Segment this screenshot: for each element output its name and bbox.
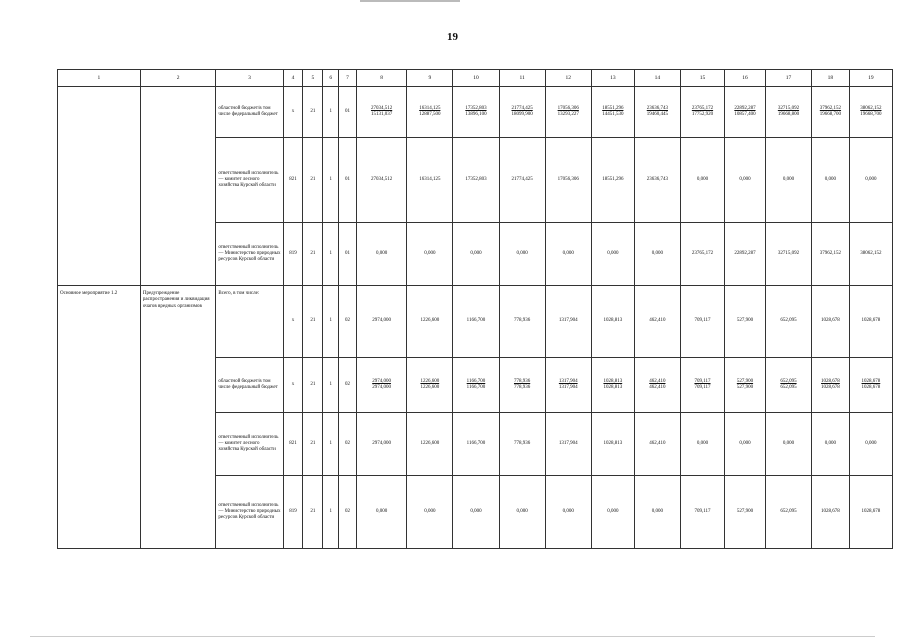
total-value: 1317,904 <box>558 378 578 384</box>
federal-value: 15131,037 <box>370 112 393 117</box>
federal-value: 778,936 <box>513 385 531 390</box>
value-cell-pair <box>453 358 499 413</box>
code-c5: 21 <box>303 476 323 549</box>
total-value: 2974,000 <box>372 378 391 384</box>
code-c7: 01 <box>339 87 357 138</box>
value-cell-pair <box>499 87 545 138</box>
total-value: 652,095 <box>780 378 797 384</box>
value-cell: 0,000 <box>680 413 724 476</box>
value-cell: 0,000 <box>765 413 811 476</box>
value-cell: 17352,803 <box>453 138 499 223</box>
value-cell: 16314,125 <box>407 138 453 223</box>
value-cell: 1028,678 <box>812 286 850 358</box>
value-cell: 652,095 <box>765 286 811 358</box>
column-header-16: 16 <box>725 70 766 87</box>
table-row <box>58 87 893 138</box>
value-cell: 527,900 <box>725 286 766 358</box>
value-cell: 0,000 <box>812 138 850 223</box>
column-header-19: 19 <box>849 70 892 87</box>
value-cell: 1226,600 <box>407 286 453 358</box>
value-cell-pair <box>849 87 892 138</box>
federal-value: 709,117 <box>694 385 711 390</box>
total-value: 22892,287 <box>734 105 756 111</box>
federal-value: 1028,813 <box>603 385 623 390</box>
federal-value: 13293,227 <box>557 112 579 117</box>
total-value: 37962,152 <box>819 105 842 111</box>
value-cell: 1028,813 <box>591 286 634 358</box>
value-cell-pair <box>849 358 892 413</box>
column-header-18: 18 <box>812 70 850 87</box>
value-cell: 527,900 <box>725 476 766 549</box>
value-cell: 18551,296 <box>591 138 634 223</box>
value-cell: 1226,600 <box>407 413 453 476</box>
table-row <box>58 286 893 358</box>
value-cell: 0,000 <box>499 223 545 286</box>
total-value: 16314,125 <box>419 105 441 111</box>
code-c4: х <box>283 87 303 138</box>
value-cell-pair <box>725 87 766 138</box>
value-cell-pair <box>545 87 591 138</box>
value-cell: 0,000 <box>356 476 406 549</box>
total-value: 38062,152 <box>860 105 882 111</box>
value-cell: 1317,904 <box>545 286 591 358</box>
value-cell: 0,000 <box>849 138 892 223</box>
federal-value: 10857,400 <box>734 112 756 117</box>
value-cell: 0,000 <box>407 223 453 286</box>
funding-source: ответственный исполнитель — комитет лесного хозяйства Курской области <box>216 138 283 223</box>
federal-value: 19460,445 <box>646 112 668 117</box>
column-header-4: 4 <box>283 70 303 87</box>
value-cell: 22892,287 <box>725 223 766 286</box>
federal-value: 12887,500 <box>419 112 441 117</box>
funding-source: ответственный исполнитель — Министерство природных ресурсов Курской области <box>216 223 283 286</box>
code-c6: 1 <box>323 413 339 476</box>
federal-value: 652,095 <box>780 385 797 390</box>
value-cell-pair <box>680 87 724 138</box>
funding-source: областной бюджет/в том числе федеральный бюджет <box>216 87 283 138</box>
total-value: 462,410 <box>649 378 666 384</box>
federal-value: 14451,530 <box>602 112 624 117</box>
header-row <box>58 70 893 87</box>
value-cell-pair <box>591 87 634 138</box>
value-cell-pair <box>356 87 406 138</box>
value-cell: 0,000 <box>453 476 499 549</box>
column-header-1: 1 <box>58 70 141 87</box>
total-value: 778,936 <box>513 378 531 384</box>
column-header-10: 10 <box>453 70 499 87</box>
code-c7: 02 <box>339 286 357 358</box>
code-c6: 1 <box>323 286 339 358</box>
column-header-5: 5 <box>303 70 323 87</box>
column-header-15: 15 <box>680 70 724 87</box>
funding-source: областной бюджет/в том числе федеральный бюджет <box>216 358 283 413</box>
federal-value: 1028,678 <box>821 385 840 390</box>
code-c4: 819 <box>283 223 303 286</box>
column-header-8: 8 <box>356 70 406 87</box>
page-number: 19 <box>447 31 458 43</box>
value-cell: 709,117 <box>680 286 724 358</box>
total-value: 27034,512 <box>370 105 393 111</box>
value-cell-pair <box>407 358 453 413</box>
value-cell: 778,936 <box>499 413 545 476</box>
value-cell: 21774,425 <box>499 138 545 223</box>
value-cell: 1166,700 <box>453 286 499 358</box>
code-c4: 821 <box>283 413 303 476</box>
activity-name: Предупреждение распространения и ликвидация очагов вредных организмов <box>140 286 216 549</box>
value-cell: 0,000 <box>812 413 850 476</box>
value-cell: 0,000 <box>545 223 591 286</box>
value-cell: 1028,678 <box>812 476 850 549</box>
code-c6: 1 <box>323 476 339 549</box>
value-cell: 23765,172 <box>680 223 724 286</box>
value-cell-pair <box>812 87 850 138</box>
total-value: 527,900 <box>736 378 754 384</box>
column-header-2: 2 <box>140 70 216 87</box>
total-value: 23636,743 <box>646 105 668 111</box>
budget-table <box>57 69 893 549</box>
federal-value: 18099,900 <box>511 112 533 117</box>
value-cell: 1028,813 <box>591 413 634 476</box>
group-a-col1 <box>58 87 141 286</box>
code-c5: 21 <box>303 87 323 138</box>
value-cell: 37962,152 <box>812 223 850 286</box>
federal-value: 19668,700 <box>860 112 882 117</box>
funding-source: ответственный исполнитель — комитет лесного хозяйства Курской области <box>216 413 283 476</box>
code-c6: 1 <box>323 87 339 138</box>
code-c4: х <box>283 286 303 358</box>
value-cell: 462,410 <box>634 286 680 358</box>
value-cell-pair <box>407 87 453 138</box>
code-c6: 1 <box>323 138 339 223</box>
value-cell: 0,000 <box>725 413 766 476</box>
value-cell-pair <box>765 87 811 138</box>
value-cell: 709,117 <box>680 476 724 549</box>
column-header-7: 7 <box>339 70 357 87</box>
value-cell-pair <box>356 358 406 413</box>
total-value: 1028,813 <box>603 378 623 384</box>
value-cell: 2974,000 <box>356 286 406 358</box>
federal-value: 1166,700 <box>466 385 486 390</box>
value-cell: 32715,092 <box>765 223 811 286</box>
federal-value: 19668,700 <box>819 112 842 117</box>
scan-artifact-top <box>360 0 460 2</box>
value-cell: 0,000 <box>765 138 811 223</box>
funding-source: ответственный исполнитель — Министерство природных ресурсов Курской области <box>216 476 283 549</box>
value-cell: 0,000 <box>545 476 591 549</box>
code-c7: 01 <box>339 223 357 286</box>
total-value: 17056,306 <box>557 105 579 111</box>
total-value: 1028,678 <box>821 378 840 384</box>
federal-value: 2974,000 <box>372 385 391 390</box>
code-c4: 819 <box>283 476 303 549</box>
code-c7: 01 <box>339 138 357 223</box>
federal-value: 1028,678 <box>861 385 881 390</box>
scan-artifact-bottom <box>30 636 875 637</box>
column-header-17: 17 <box>765 70 811 87</box>
total-value: 17352,803 <box>465 105 487 111</box>
value-cell: 0,000 <box>591 223 634 286</box>
value-cell: 0,000 <box>634 476 680 549</box>
value-cell: 17056,306 <box>545 138 591 223</box>
value-cell: 1317,904 <box>545 413 591 476</box>
value-cell: 27034,512 <box>356 138 406 223</box>
value-cell-pair <box>634 358 680 413</box>
code-c6: 1 <box>323 223 339 286</box>
value-cell: 1028,678 <box>849 476 892 549</box>
code-c5: 21 <box>303 138 323 223</box>
column-header-14: 14 <box>634 70 680 87</box>
value-cell: 0,000 <box>849 413 892 476</box>
value-cell: 462,410 <box>634 413 680 476</box>
value-cell-pair <box>680 358 724 413</box>
value-cell-pair <box>499 358 545 413</box>
column-header-13: 13 <box>591 70 634 87</box>
code-c7: 02 <box>339 476 357 549</box>
value-cell: 0,000 <box>591 476 634 549</box>
total-value: 709,117 <box>694 378 711 384</box>
code-c6: 1 <box>323 358 339 413</box>
value-cell: 1166,700 <box>453 413 499 476</box>
value-cell-pair <box>765 358 811 413</box>
code-c5: 21 <box>303 223 323 286</box>
value-cell-pair <box>634 87 680 138</box>
value-cell-pair <box>725 358 766 413</box>
total-value: 1226,600 <box>420 378 440 384</box>
federal-value: 462,410 <box>649 385 666 390</box>
value-cell: 38062,152 <box>849 223 892 286</box>
group-a-col2 <box>140 87 216 286</box>
column-header-3: 3 <box>216 70 283 87</box>
code-c4: 821 <box>283 138 303 223</box>
value-cell-pair <box>453 87 499 138</box>
code-c4: х <box>283 358 303 413</box>
value-cell: 2974,000 <box>356 413 406 476</box>
value-cell: 0,000 <box>680 138 724 223</box>
value-cell: 1028,678 <box>849 286 892 358</box>
value-cell: 0,000 <box>499 476 545 549</box>
total-value: 32715,092 <box>777 105 800 111</box>
code-c5: 21 <box>303 358 323 413</box>
total-value: 23765,172 <box>691 105 714 111</box>
value-cell-pair <box>812 358 850 413</box>
value-cell: 652,095 <box>765 476 811 549</box>
federal-value: 527,900 <box>736 385 754 390</box>
code-c5: 21 <box>303 413 323 476</box>
federal-value: 1226,600 <box>420 385 440 390</box>
value-cell: 0,000 <box>453 223 499 286</box>
value-cell: 0,000 <box>407 476 453 549</box>
column-header-12: 12 <box>545 70 591 87</box>
federal-value: 1317,904 <box>558 385 578 390</box>
total-value: 1166,700 <box>466 378 486 384</box>
federal-value: 19668,800 <box>777 112 800 117</box>
value-cell: 0,000 <box>725 138 766 223</box>
value-cell-pair <box>545 358 591 413</box>
value-cell: 778,936 <box>499 286 545 358</box>
column-header-9: 9 <box>407 70 453 87</box>
column-header-11: 11 <box>499 70 545 87</box>
activity-code: Основное мероприятие 1.2 <box>58 286 141 549</box>
column-header-6: 6 <box>323 70 339 87</box>
federal-value: 13896,100 <box>465 112 487 117</box>
value-cell: 23636,743 <box>634 138 680 223</box>
total-value: 21774,425 <box>511 105 533 111</box>
code-c7: 02 <box>339 358 357 413</box>
value-cell-pair <box>591 358 634 413</box>
value-cell: 0,000 <box>356 223 406 286</box>
total-value: 18551,296 <box>602 105 624 111</box>
total-value: 1028,678 <box>861 378 881 384</box>
federal-value: 17752,920 <box>691 112 714 117</box>
value-cell: 0,000 <box>634 223 680 286</box>
code-c5: 21 <box>303 286 323 358</box>
funding-source: Всего, в том числе: <box>216 286 283 358</box>
code-c7: 02 <box>339 413 357 476</box>
